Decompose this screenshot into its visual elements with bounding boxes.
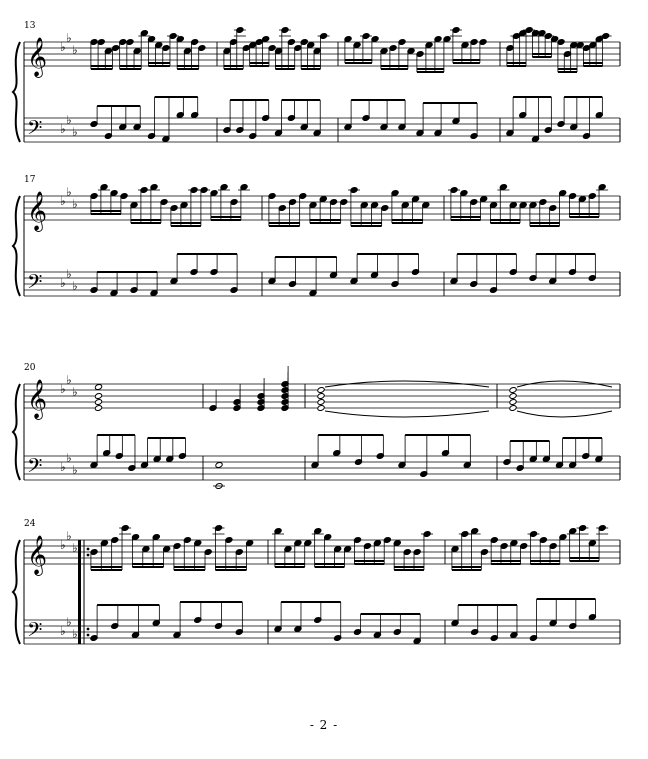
flat-icon: ♭ <box>72 385 78 399</box>
flat-icon: ♭ <box>60 194 66 208</box>
measure-number: 13 <box>24 21 36 31</box>
flat-icon: ♭ <box>72 279 78 293</box>
note-head <box>317 393 325 400</box>
flat-icon: ♭ <box>72 125 78 139</box>
note-head <box>94 393 102 400</box>
page-number: - 2 - <box>309 718 339 732</box>
brace <box>13 384 20 480</box>
bass-clef-icon: 𝄢 <box>27 270 43 298</box>
note-head <box>317 399 325 406</box>
flat-icon: ♭ <box>72 541 78 555</box>
note-head <box>317 387 325 394</box>
flat-icon: ♭ <box>66 31 72 45</box>
note-head <box>509 387 517 394</box>
bass-clef-icon: 𝄢 <box>27 116 43 144</box>
notes <box>90 184 608 297</box>
flat-icon: ♭ <box>60 382 66 396</box>
bass-clef-icon: 𝄢 <box>27 454 43 482</box>
note-head <box>94 384 102 391</box>
note-head <box>509 393 517 400</box>
brace <box>13 42 20 142</box>
brace <box>13 540 20 644</box>
flat-icon: ♭ <box>60 624 66 638</box>
measure-number: 20 <box>24 363 36 373</box>
flat-icon: ♭ <box>66 113 72 127</box>
systems-layer <box>13 21 620 646</box>
measure-number: 24 <box>24 519 36 529</box>
flat-icon: ♭ <box>72 463 78 477</box>
note-head <box>509 405 517 412</box>
flat-icon: ♭ <box>66 373 72 387</box>
flat-icon: ♭ <box>66 267 72 281</box>
system <box>13 519 620 646</box>
flat-icon: ♭ <box>60 276 66 290</box>
flat-icon: ♭ <box>72 43 78 57</box>
treble-clef-icon: 𝄞 <box>27 535 48 575</box>
flat-icon: ♭ <box>60 122 66 136</box>
measure-number: 17 <box>24 175 36 185</box>
flat-icon: ♭ <box>66 529 72 543</box>
bass-clef-icon: 𝄢 <box>27 618 43 646</box>
flat-icon: ♭ <box>72 627 78 641</box>
flat-icon: ♭ <box>66 615 72 629</box>
brace <box>13 196 20 296</box>
repeat-dot <box>87 628 90 631</box>
flat-icon: ♭ <box>60 40 66 54</box>
repeat-dot <box>87 548 90 551</box>
note-head <box>509 399 517 406</box>
tie <box>325 411 489 417</box>
repeat-dot <box>87 554 90 557</box>
notes <box>90 366 612 489</box>
flat-icon: ♭ <box>72 197 78 211</box>
flat-icon: ♭ <box>66 451 72 465</box>
flat-icon: ♭ <box>60 538 66 552</box>
notes <box>90 525 608 645</box>
treble-clef-icon: 𝄞 <box>27 37 48 77</box>
repeat-sign <box>78 540 89 644</box>
note-head <box>94 399 102 406</box>
note-head <box>215 462 223 469</box>
treble-clef-icon: 𝄞 <box>27 191 48 231</box>
flat-icon: ♭ <box>66 185 72 199</box>
treble-clef-icon: 𝄞 <box>27 379 48 419</box>
repeat-thick-bar <box>78 540 81 644</box>
note-head <box>317 405 325 412</box>
tie <box>517 411 612 417</box>
notes <box>90 27 612 143</box>
note-head <box>94 405 102 412</box>
repeat-dot <box>87 634 90 637</box>
flat-icon: ♭ <box>60 460 66 474</box>
